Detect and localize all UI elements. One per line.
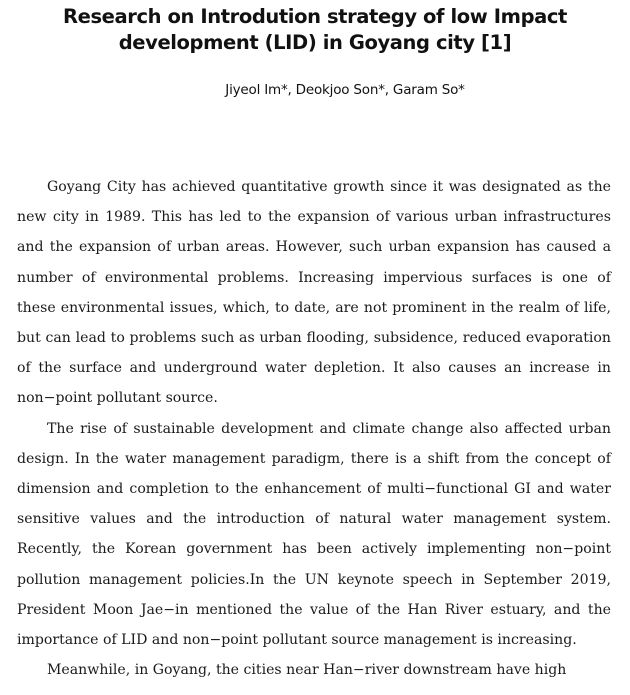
paper-title-line-1: Research on Introdution strategy of low Impact	[63, 5, 567, 28]
body-paragraph-3: Meanwhile, in Goyang, the cities near Han−river downstream have high	[47, 662, 567, 679]
paper-title	[0, 4, 630, 56]
paper-body	[17, 172, 611, 685]
body-paragraph-1: Goyang City has achieved quantitative growth since it was designated as the new city in 1989. This has led to the expansion of various urban infrastructures and the expansion of urban areas. However, such urban expansion has caused a number of environmental problems. Increasing impervious surfaces is one of these environmental issues, which, to date, are not prominent in the realm of life, but can lead to problems such as urban flooding, subsidence, reduced evaporation of the surface and underground water depletion. It also causes an increase in non−point pollutant source.	[17, 179, 611, 407]
paper-title-line-2: development (LID) in Goyang city [1]	[118, 31, 512, 54]
paper-authors: Jiyeol Im*, Deokjoo Son*, Garam So*	[225, 82, 465, 98]
body-paragraph-2: The rise of sustainable development and climate change also affected urban design. In the water management paradigm, there is a shift from the concept of dimension and completion to the enhancement of multi−functional GI and water sensitive values and the introduction of natural water management system. Recently, the Korean government has been actively implementing non−point pollution management policies.In the UN keynote speech in September 2019, President Moon Jae−in mentioned the value of the Han River estuary, and the importance of LID and non−point pollutant source management is increasing.	[17, 420, 611, 649]
